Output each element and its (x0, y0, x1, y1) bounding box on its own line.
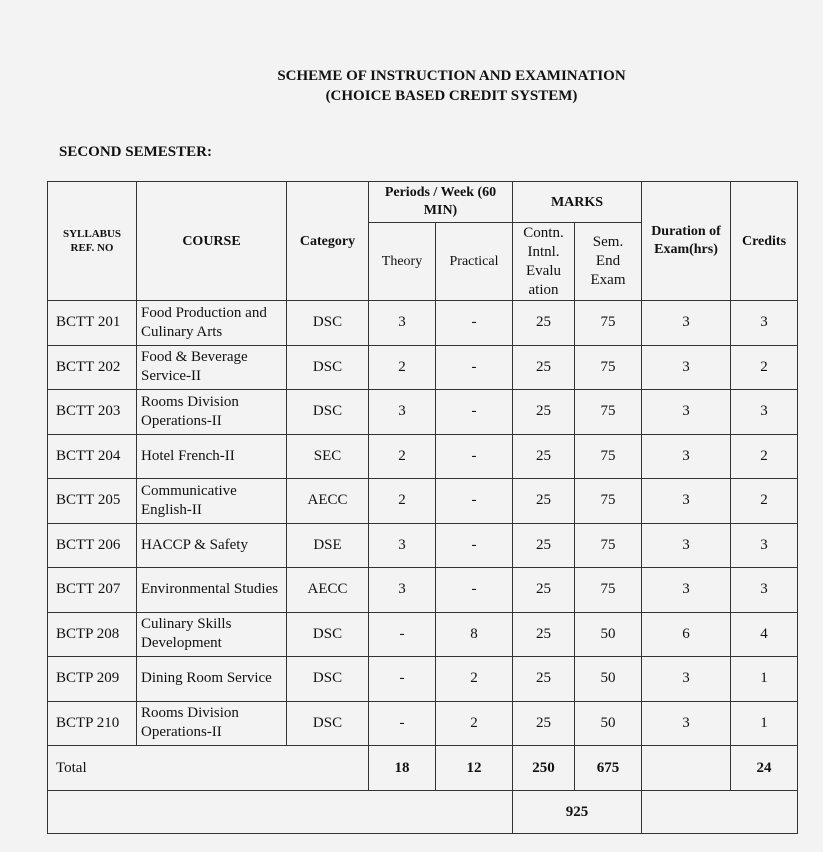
cell-theory: 2 (369, 345, 436, 390)
cell-contn: 25 (513, 479, 575, 524)
cell-practical: 8 (436, 612, 513, 657)
header-theory: Theory (369, 223, 436, 301)
header-marks: MARKS (513, 182, 642, 223)
cell-sem-end: 75 (575, 301, 642, 346)
cell-practical: - (436, 301, 513, 346)
cell-course: Culinary Skills Development (137, 612, 287, 657)
cell-duration: 3 (642, 434, 731, 479)
cell-course: Communicative English-II (137, 479, 287, 524)
header-course: COURSE (137, 182, 287, 301)
cell-course: Food Production and Culinary Arts (137, 301, 287, 346)
cell-credits: 2 (731, 434, 798, 479)
cell-category: AECC (287, 568, 369, 613)
table-row (48, 434, 798, 479)
cell-contn: 25 (513, 701, 575, 746)
cell-practical: - (436, 523, 513, 568)
cell-credits: 2 (731, 479, 798, 524)
cell-practical: - (436, 434, 513, 479)
cell-practical: - (436, 568, 513, 613)
cell-sem-end: 75 (575, 479, 642, 524)
cell-sem-end: 75 (575, 390, 642, 435)
header-syllabus-ref: SYLLABUS REF. NO (48, 182, 137, 301)
cell-sem-end: 50 (575, 657, 642, 702)
table-row (48, 657, 798, 702)
total-sem-end: 675 (575, 746, 642, 791)
cell-contn: 25 (513, 612, 575, 657)
cell-ref: BCTT 202 (48, 345, 137, 390)
total-duration-empty (642, 746, 731, 791)
cell-credits: 1 (731, 701, 798, 746)
cell-contn: 25 (513, 345, 575, 390)
total-practical: 12 (436, 746, 513, 791)
title-line-1: SCHEME OF INSTRUCTION AND EXAMINATION (277, 68, 626, 84)
cell-duration: 3 (642, 523, 731, 568)
cell-duration: 3 (642, 301, 731, 346)
cell-course: Hotel French-II (137, 434, 287, 479)
semester-label: SECOND SEMESTER: (59, 144, 212, 160)
cell-course: Dining Room Service (137, 657, 287, 702)
cell-ref: BCTP 210 (48, 701, 137, 746)
cell-theory: - (369, 701, 436, 746)
cell-practical: - (436, 390, 513, 435)
cell-theory: - (369, 657, 436, 702)
cell-contn: 25 (513, 568, 575, 613)
cell-category: DSE (287, 523, 369, 568)
cell-theory: 3 (369, 390, 436, 435)
table-row (48, 701, 798, 746)
cell-contn: 25 (513, 657, 575, 702)
cell-duration: 3 (642, 479, 731, 524)
header-sem-end-exam: Sem. End Exam (575, 223, 642, 301)
cell-theory: 2 (369, 434, 436, 479)
table-body (48, 301, 798, 746)
title-line-2: (CHOICE BASED CREDIT SYSTEM) (325, 88, 578, 104)
header-duration: Duration of Exam(hrs) (642, 182, 731, 301)
cell-credits: 3 (731, 523, 798, 568)
document-title (0, 66, 823, 106)
table-row (48, 612, 798, 657)
cell-theory: - (369, 612, 436, 657)
cell-credits: 4 (731, 612, 798, 657)
cell-practical: 2 (436, 701, 513, 746)
cell-credits: 3 (731, 390, 798, 435)
cell-practical: 2 (436, 657, 513, 702)
cell-category: DSC (287, 657, 369, 702)
cell-credits: 1 (731, 657, 798, 702)
grand-total-spacer-right (642, 791, 798, 834)
cell-course: Rooms Division Operations-II (137, 701, 287, 746)
cell-credits: 3 (731, 568, 798, 613)
cell-ref: BCTP 209 (48, 657, 137, 702)
cell-theory: 3 (369, 568, 436, 613)
cell-ref: BCTT 205 (48, 479, 137, 524)
cell-duration: 3 (642, 568, 731, 613)
cell-sem-end: 75 (575, 523, 642, 568)
cell-duration: 3 (642, 701, 731, 746)
cell-category: AECC (287, 479, 369, 524)
table-row (48, 568, 798, 613)
table-row (48, 301, 798, 346)
cell-duration: 6 (642, 612, 731, 657)
cell-contn: 25 (513, 434, 575, 479)
cell-theory: 3 (369, 523, 436, 568)
cell-category: DSC (287, 301, 369, 346)
cell-credits: 2 (731, 345, 798, 390)
grand-total-marks: 925 (513, 791, 642, 834)
cell-practical: - (436, 345, 513, 390)
cell-course: Environmental Studies (137, 568, 287, 613)
cell-duration: 3 (642, 390, 731, 435)
table-row (48, 479, 798, 524)
cell-credits: 3 (731, 301, 798, 346)
cell-contn: 25 (513, 390, 575, 435)
cell-ref: BCTT 204 (48, 434, 137, 479)
cell-sem-end: 50 (575, 701, 642, 746)
cell-duration: 3 (642, 345, 731, 390)
cell-ref: BCTT 206 (48, 523, 137, 568)
total-theory: 18 (369, 746, 436, 791)
cell-theory: 3 (369, 301, 436, 346)
cell-category: DSC (287, 701, 369, 746)
table-row (48, 523, 798, 568)
header-contn-intnl-evaluation: Contn. Intnl. Evalu ation (513, 223, 575, 301)
cell-contn: 25 (513, 301, 575, 346)
header-practical: Practical (436, 223, 513, 301)
cell-ref: BCTP 208 (48, 612, 137, 657)
cell-category: DSC (287, 390, 369, 435)
cell-duration: 3 (642, 657, 731, 702)
total-label: Total (48, 746, 369, 791)
header-category: Category (287, 182, 369, 301)
cell-contn: 25 (513, 523, 575, 568)
total-credits: 24 (731, 746, 798, 791)
cell-ref: BCTT 201 (48, 301, 137, 346)
cell-course: Rooms Division Operations-II (137, 390, 287, 435)
cell-ref: BCTT 207 (48, 568, 137, 613)
cell-category: DSC (287, 345, 369, 390)
grand-total-spacer (48, 791, 513, 834)
cell-course: HACCP & Safety (137, 523, 287, 568)
table-row (48, 345, 798, 390)
cell-category: SEC (287, 434, 369, 479)
cell-ref: BCTT 203 (48, 390, 137, 435)
table-row (48, 390, 798, 435)
cell-category: DSC (287, 612, 369, 657)
scheme-table (47, 181, 798, 834)
cell-sem-end: 75 (575, 434, 642, 479)
cell-sem-end: 75 (575, 568, 642, 613)
cell-sem-end: 50 (575, 612, 642, 657)
cell-practical: - (436, 479, 513, 524)
cell-course: Food & Beverage Service-II (137, 345, 287, 390)
cell-sem-end: 75 (575, 345, 642, 390)
total-contn: 250 (513, 746, 575, 791)
cell-theory: 2 (369, 479, 436, 524)
header-credits: Credits (731, 182, 798, 301)
header-periods-week: Periods / Week (60 MIN) (369, 182, 513, 223)
